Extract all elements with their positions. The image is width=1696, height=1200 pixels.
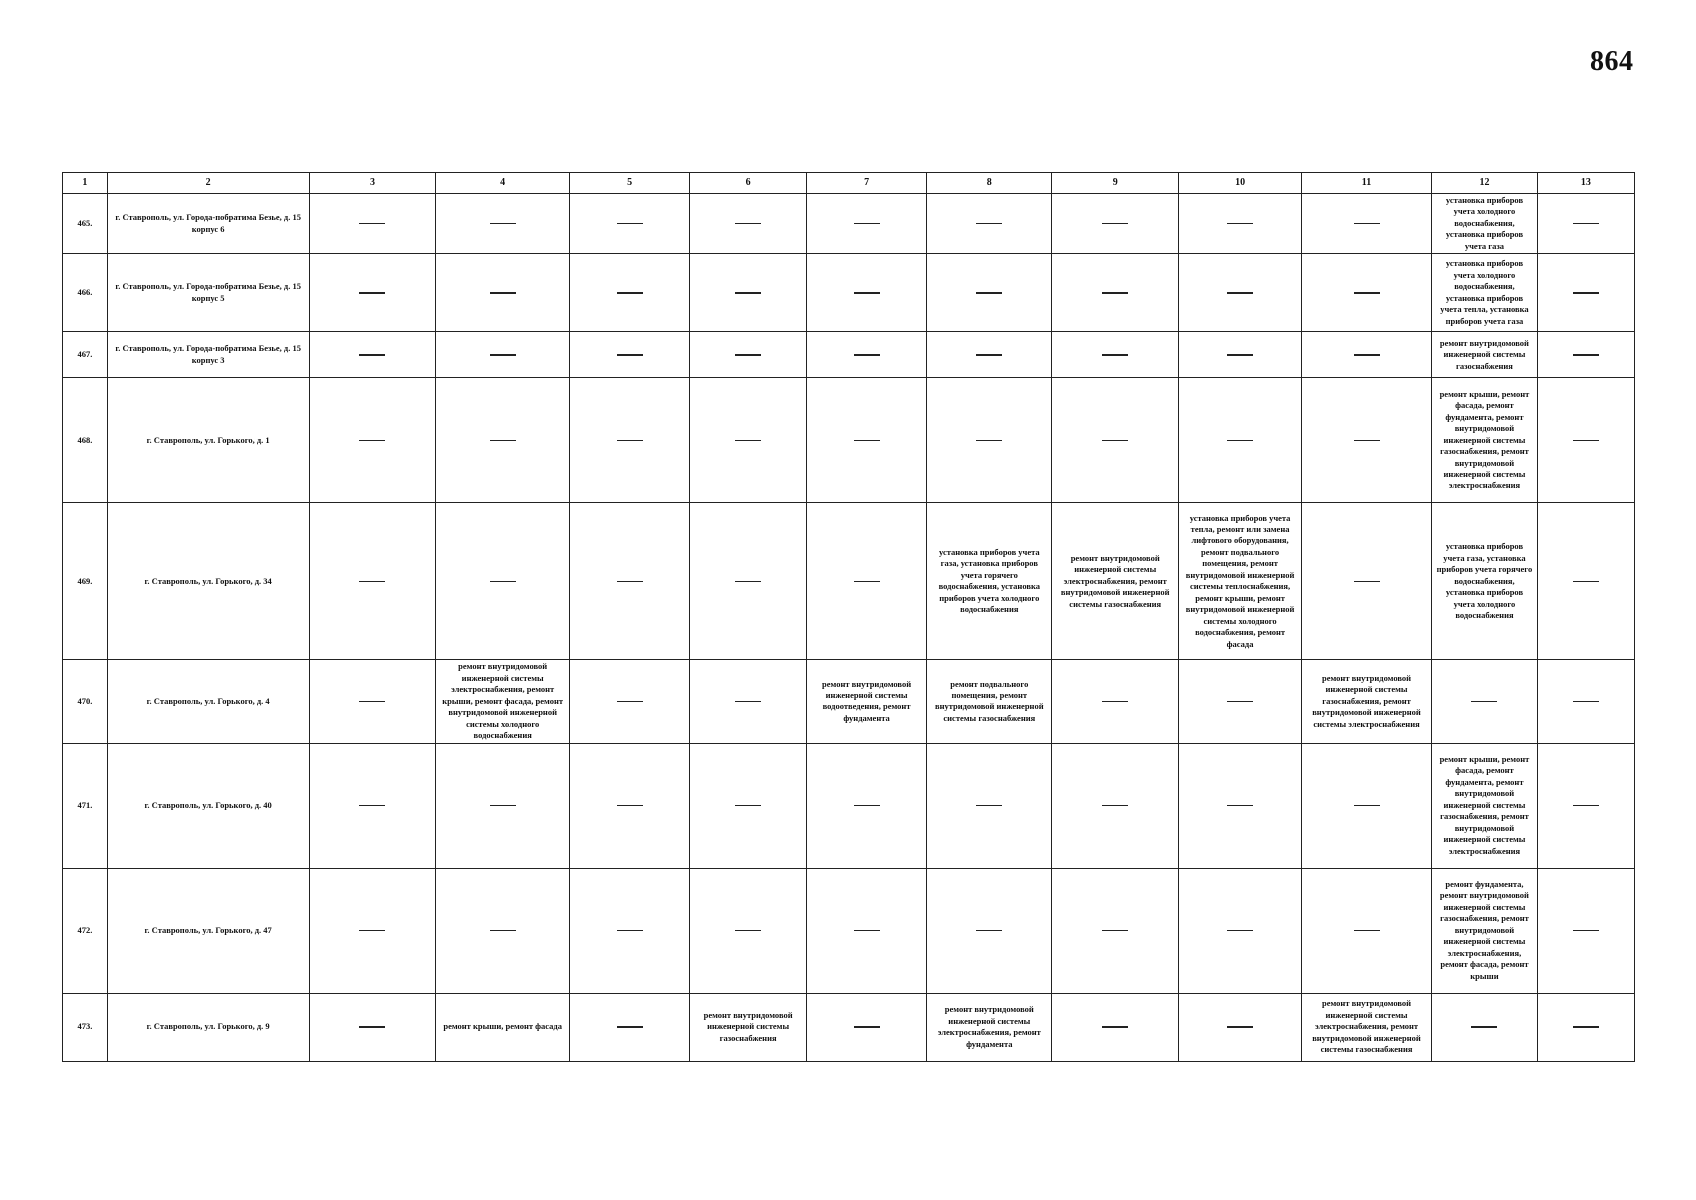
dash-mark [1227,223,1253,225]
table-row [63,868,1635,993]
address-cell: г. Ставрополь, ул. Города-побратима Безье, д. 15 корпус 5 [107,254,309,332]
empty-cell [927,254,1052,332]
work-cell: ремонт крыши, ремонт фасада, ремонт фундамента, ремонт внутридомовой инженерной системы газоснабжения, ремонт внутридомовой инженерной системы электроснабжения [1432,743,1538,868]
dash-mark [1102,1026,1128,1028]
work-cell: ремонт внутридомовой инженерной системы электроснабжения, ремонт внутридомовой инженерной системы газоснабжения [1052,503,1179,660]
table-row [63,378,1635,503]
dash-mark [359,1026,385,1028]
page-number: 864 [1590,46,1634,77]
empty-cell [927,332,1052,378]
dash-mark [359,581,385,583]
dash-mark [359,223,385,225]
dash-mark [735,440,761,442]
dash-mark [1573,1026,1599,1028]
empty-cell [1537,503,1634,660]
dash-mark [1227,930,1253,932]
empty-cell [1052,993,1179,1061]
work-cell: ремонт внутридомовой инженерной системы газоснабжения [690,993,806,1061]
empty-cell [569,378,690,503]
dash-mark [854,440,880,442]
dash-mark [617,223,643,225]
empty-cell [1179,194,1302,254]
table-row [63,503,1635,660]
dash-mark [359,701,385,703]
empty-cell [1179,660,1302,743]
empty-cell [1052,194,1179,254]
dash-mark [1354,292,1380,294]
empty-cell [1052,868,1179,993]
empty-cell [1301,332,1431,378]
table-row [63,743,1635,868]
dash-mark [854,581,880,583]
address-cell: г. Ставрополь, ул. Горького, д. 34 [107,503,309,660]
dash-mark [617,581,643,583]
empty-cell [1179,993,1302,1061]
empty-cell [569,332,690,378]
empty-cell [690,503,806,660]
empty-cell [1537,660,1634,743]
address-cell: г. Ставрополь, ул. Горького, д. 4 [107,660,309,743]
empty-cell [436,194,569,254]
empty-cell [1301,254,1431,332]
empty-cell [309,194,436,254]
empty-cell [1301,743,1431,868]
empty-cell [436,743,569,868]
row-number: 472. [63,868,108,993]
empty-cell [309,332,436,378]
empty-cell [309,254,436,332]
column-header-1: 1 [63,173,108,194]
column-header-8: 8 [927,173,1052,194]
empty-cell [1052,660,1179,743]
dash-mark [854,1026,880,1028]
dash-mark [1354,223,1380,225]
empty-cell [309,378,436,503]
dash-mark [617,440,643,442]
address-cell: г. Ставрополь, ул. Города-побратима Безье, д. 15 корпус 6 [107,194,309,254]
work-cell: ремонт фундамента, ремонт внутридомовой инженерной системы газоснабжения, ремонт внутридомовой инженерной системы электроснабжения, ремонт фасада, ремонт крыши [1432,868,1538,993]
empty-cell [309,660,436,743]
dash-mark [490,440,516,442]
header-row [63,173,1635,194]
empty-cell [309,993,436,1061]
dash-mark [617,292,643,294]
empty-cell [309,868,436,993]
dash-mark [490,223,516,225]
dash-mark [359,805,385,807]
dash-mark [490,581,516,583]
empty-cell [690,378,806,503]
empty-cell [1432,660,1538,743]
dash-mark [1102,292,1128,294]
dash-mark [976,354,1002,356]
work-cell: установка приборов учета газа, установка приборов учета горячего водоснабжения, установка приборов учета холодного водоснабжения [1432,503,1538,660]
dash-mark [490,354,516,356]
dash-mark [359,440,385,442]
column-header-9: 9 [1052,173,1179,194]
dash-mark [617,701,643,703]
work-cell: ремонт внутридомовой инженерной системы электроснабжения, ремонт фундамента [927,993,1052,1061]
dash-mark [976,930,1002,932]
dash-mark [1102,701,1128,703]
empty-cell [569,194,690,254]
empty-cell [806,743,927,868]
dash-mark [617,805,643,807]
work-cell: ремонт внутридомовой инженерной системы электроснабжения, ремонт внутридомовой инженерной системы газоснабжения [1301,993,1431,1061]
empty-cell [1537,332,1634,378]
row-number: 466. [63,254,108,332]
address-cell: г. Ставрополь, ул. Горького, д. 9 [107,993,309,1061]
table-row [63,993,1635,1061]
dash-mark [1573,805,1599,807]
dash-mark [1471,701,1497,703]
dash-mark [976,292,1002,294]
dash-mark [359,354,385,356]
dash-mark [1102,223,1128,225]
row-number: 465. [63,194,108,254]
empty-cell [569,254,690,332]
dash-mark [976,223,1002,225]
empty-cell [1179,868,1302,993]
empty-cell [436,332,569,378]
row-number: 469. [63,503,108,660]
empty-cell [806,378,927,503]
row-number: 473. [63,993,108,1061]
dash-mark [854,354,880,356]
dash-mark [735,354,761,356]
dash-mark [490,805,516,807]
empty-cell [1537,194,1634,254]
empty-cell [309,743,436,868]
repair-schedule-table [62,172,1635,1062]
address-cell: г. Ставрополь, ул. Города-побратима Безье, д. 15 корпус 3 [107,332,309,378]
table-row [63,332,1635,378]
empty-cell [1537,254,1634,332]
empty-cell [1537,743,1634,868]
dash-mark [490,930,516,932]
empty-cell [1301,868,1431,993]
dash-mark [490,292,516,294]
work-cell: установка приборов учета холодного водоснабжения, установка приборов учета газа [1432,194,1538,254]
empty-cell [309,503,436,660]
work-cell: ремонт внутридомовой инженерной системы газоснабжения [1432,332,1538,378]
empty-cell [927,743,1052,868]
work-cell: ремонт внутридомовой инженерной системы газоснабжения, ремонт внутридомовой инженерной системы электроснабжения [1301,660,1431,743]
dash-mark [735,223,761,225]
dash-mark [1227,292,1253,294]
column-header-7: 7 [806,173,927,194]
empty-cell [436,378,569,503]
dash-mark [1227,701,1253,703]
empty-cell [1052,378,1179,503]
dash-mark [359,292,385,294]
dash-mark [1354,581,1380,583]
column-header-4: 4 [436,173,569,194]
column-header-10: 10 [1179,173,1302,194]
dash-mark [617,1026,643,1028]
dash-mark [1102,354,1128,356]
empty-cell [1179,743,1302,868]
address-cell: г. Ставрополь, ул. Горького, д. 40 [107,743,309,868]
empty-cell [436,503,569,660]
table-row [63,194,1635,254]
dash-mark [1573,354,1599,356]
dash-mark [1102,930,1128,932]
work-cell: ремонт крыши, ремонт фасада, ремонт фундамента, ремонт внутридомовой инженерной системы газоснабжения, ремонт внутридомовой инженерной системы электроснабжения [1432,378,1538,503]
dash-mark [1354,440,1380,442]
empty-cell [1052,743,1179,868]
dash-mark [854,223,880,225]
empty-cell [1301,378,1431,503]
column-header-3: 3 [309,173,436,194]
dash-mark [735,292,761,294]
empty-cell [1537,378,1634,503]
work-cell: установка приборов учета холодного водоснабжения, установка приборов учета тепла, установка приборов учета газа [1432,254,1538,332]
work-cell: ремонт подвального помещения, ремонт внутридомовой инженерной системы газоснабжения [927,660,1052,743]
dash-mark [735,805,761,807]
empty-cell [1432,993,1538,1061]
empty-cell [690,743,806,868]
column-header-2: 2 [107,173,309,194]
empty-cell [1301,503,1431,660]
empty-cell [690,254,806,332]
dash-mark [1227,1026,1253,1028]
empty-cell [690,332,806,378]
dash-mark [735,930,761,932]
dash-mark [1227,805,1253,807]
empty-cell [690,194,806,254]
empty-cell [436,254,569,332]
empty-cell [1179,254,1302,332]
empty-cell [927,868,1052,993]
dash-mark [1573,223,1599,225]
address-cell: г. Ставрополь, ул. Горького, д. 47 [107,868,309,993]
dash-mark [1227,354,1253,356]
empty-cell [806,503,927,660]
empty-cell [1052,332,1179,378]
empty-cell [806,868,927,993]
empty-cell [806,332,927,378]
dash-mark [1102,440,1128,442]
empty-cell [569,868,690,993]
row-number: 468. [63,378,108,503]
table-row [63,660,1635,743]
empty-cell [806,194,927,254]
empty-cell [569,503,690,660]
dash-mark [976,805,1002,807]
dash-mark [1354,805,1380,807]
dash-mark [1227,440,1253,442]
dash-mark [617,930,643,932]
empty-cell [1537,993,1634,1061]
empty-cell [690,868,806,993]
dash-mark [854,805,880,807]
dash-mark [735,581,761,583]
dash-mark [1573,440,1599,442]
column-header-5: 5 [569,173,690,194]
dash-mark [617,354,643,356]
dash-mark [1573,581,1599,583]
empty-cell [927,194,1052,254]
work-cell: ремонт крыши, ремонт фасада [436,993,569,1061]
work-cell: установка приборов учета тепла, ремонт или замена лифтового оборудования, ремонт подвального помещения, ремонт внутридомовой инженерной системы теплоснабжения, ремонт крыши, ремонт внутридомовой инженерной системы холодного водоснабжения, ремонт фасада [1179,503,1302,660]
dash-mark [1573,292,1599,294]
dash-mark [1573,701,1599,703]
empty-cell [927,378,1052,503]
column-header-12: 12 [1432,173,1538,194]
empty-cell [569,660,690,743]
empty-cell [806,254,927,332]
dash-mark [1354,930,1380,932]
column-header-13: 13 [1537,173,1634,194]
empty-cell [1537,868,1634,993]
row-number: 470. [63,660,108,743]
dash-mark [1102,805,1128,807]
work-cell: ремонт внутридомовой инженерной системы водоотведения, ремонт фундамента [806,660,927,743]
dash-mark [1573,930,1599,932]
dash-mark [1354,354,1380,356]
empty-cell [1301,194,1431,254]
empty-cell [1179,378,1302,503]
work-cell: установка приборов учета газа, установка приборов учета горячего водоснабжения, установка приборов учета холодного водоснабжения [927,503,1052,660]
dash-mark [735,701,761,703]
address-cell: г. Ставрополь, ул. Горького, д. 1 [107,378,309,503]
dash-mark [359,930,385,932]
row-number: 471. [63,743,108,868]
row-number: 467. [63,332,108,378]
empty-cell [1179,332,1302,378]
empty-cell [690,660,806,743]
empty-cell [806,993,927,1061]
work-cell: ремонт внутридомовой инженерной системы электроснабжения, ремонт крыши, ремонт фасада, ремонт внутридомовой инженерной системы холодного водоснабжения [436,660,569,743]
column-header-11: 11 [1301,173,1431,194]
table-row [63,254,1635,332]
empty-cell [569,743,690,868]
dash-mark [854,930,880,932]
column-header-6: 6 [690,173,806,194]
dash-mark [854,292,880,294]
empty-cell [1052,254,1179,332]
empty-cell [569,993,690,1061]
empty-cell [436,868,569,993]
dash-mark [1471,1026,1497,1028]
dash-mark [976,440,1002,442]
